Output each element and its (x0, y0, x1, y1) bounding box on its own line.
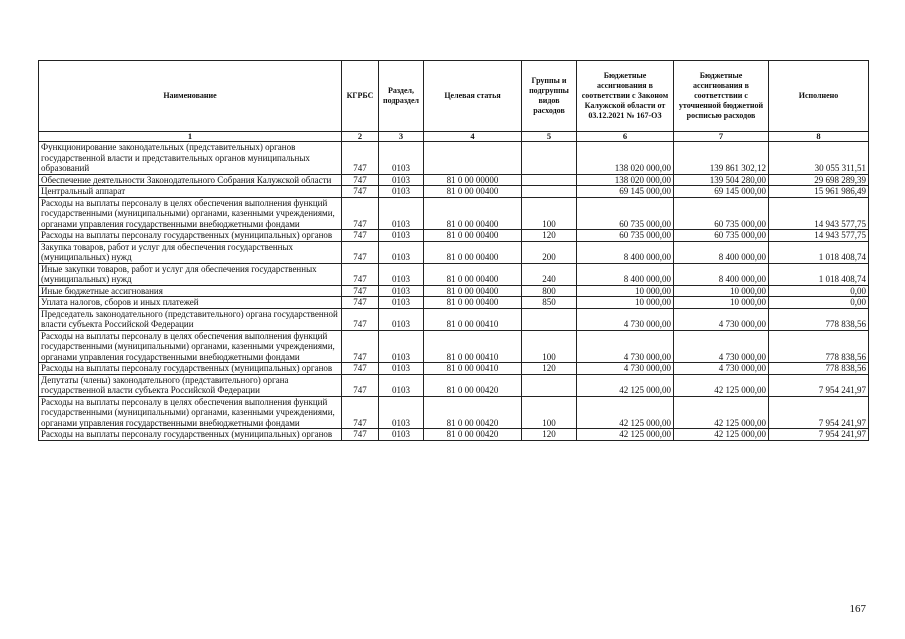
page-number: 167 (849, 603, 866, 615)
row-kgrbs-cell: 747 (342, 396, 379, 429)
row-budget-law-cell: 69 145 000,00 (577, 186, 674, 198)
row-budget-revised-cell: 10 000,00 (674, 285, 769, 297)
row-budget-revised-cell: 42 125 000,00 (674, 429, 769, 441)
row-budget-revised-cell: 8 400 000,00 (674, 241, 769, 263)
row-group-cell: 200 (522, 241, 577, 263)
row-group-cell (522, 308, 577, 330)
table-row (39, 374, 869, 396)
column-number: 6 (577, 132, 674, 142)
row-section-cell: 0103 (379, 330, 424, 363)
row-name-cell: Обеспечение деятельности Законодательного Собрания Калужской области (39, 174, 342, 186)
column-number: 8 (769, 132, 869, 142)
row-section-cell: 0103 (379, 230, 424, 242)
row-budget-revised-cell: 4 730 000,00 (674, 308, 769, 330)
row-kgrbs-cell: 747 (342, 241, 379, 263)
budget-table (38, 60, 869, 441)
row-executed-cell: 7 954 241,97 (769, 396, 869, 429)
row-budget-law-cell: 8 400 000,00 (577, 263, 674, 285)
row-budget-law-cell: 4 730 000,00 (577, 308, 674, 330)
row-kgrbs-cell: 747 (342, 374, 379, 396)
row-name-cell: Расходы на выплаты персоналу государственных (муниципальных) органов (39, 429, 342, 441)
row-section-cell: 0103 (379, 174, 424, 186)
row-budget-law-cell: 4 730 000,00 (577, 330, 674, 363)
row-section-cell: 0103 (379, 429, 424, 441)
row-executed-cell: 0,00 (769, 297, 869, 309)
row-group-cell: 120 (522, 230, 577, 242)
row-section-cell: 0103 (379, 263, 424, 285)
row-budget-law-cell: 60 735 000,00 (577, 230, 674, 242)
row-section-cell: 0103 (379, 374, 424, 396)
row-section-cell: 0103 (379, 396, 424, 429)
table-row (39, 330, 869, 363)
row-budget-law-cell: 10 000,00 (577, 297, 674, 309)
row-executed-cell: 30 055 311,51 (769, 142, 869, 175)
column-number: 5 (522, 132, 577, 142)
row-group-cell (522, 374, 577, 396)
column-number-row (39, 132, 869, 142)
row-name-cell: Иные закупки товаров, работ и услуг для обеспечения государственных (муниципальных) нужд (39, 263, 342, 285)
table-row (39, 174, 869, 186)
row-executed-cell: 14 943 577,75 (769, 230, 869, 242)
row-group-cell: 850 (522, 297, 577, 309)
row-budget-revised-cell: 4 730 000,00 (674, 330, 769, 363)
row-name-cell: Функционирование законодательных (представительных) органов государственной власти и представительных органов муниципальных образований (39, 142, 342, 175)
row-name-cell: Центральный аппарат (39, 186, 342, 198)
row-executed-cell: 7 954 241,97 (769, 429, 869, 441)
row-budget-law-cell: 42 125 000,00 (577, 429, 674, 441)
row-target-cell: 81 0 00 00410 (424, 330, 522, 363)
row-budget-revised-cell: 60 735 000,00 (674, 197, 769, 230)
row-executed-cell: 778 838,56 (769, 363, 869, 375)
row-executed-cell: 14 943 577,75 (769, 197, 869, 230)
table-row (39, 363, 869, 375)
column-number: 1 (39, 132, 342, 142)
row-budget-law-cell: 42 125 000,00 (577, 396, 674, 429)
row-target-cell: 81 0 00 00420 (424, 374, 522, 396)
row-budget-revised-cell: 42 125 000,00 (674, 396, 769, 429)
row-budget-revised-cell: 10 000,00 (674, 297, 769, 309)
row-budget-law-cell: 42 125 000,00 (577, 374, 674, 396)
row-name-cell: Закупка товаров, работ и услуг для обеспечения государственных (муниципальных) нужд (39, 241, 342, 263)
header-budget-revised: Бюджетные ассигнования в соответствии с уточненной бюджетной росписью расходов (674, 61, 769, 132)
row-executed-cell: 1 018 408,74 (769, 263, 869, 285)
row-executed-cell: 29 698 289,39 (769, 174, 869, 186)
row-group-cell (522, 186, 577, 198)
row-group-cell: 100 (522, 330, 577, 363)
row-kgrbs-cell: 747 (342, 174, 379, 186)
table-row (39, 186, 869, 198)
header-budget-law: Бюджетные ассигнования в соответствии с Законом Калужской области от 03.12.2021 № 167-ОЗ (577, 61, 674, 132)
row-target-cell: 81 0 00 00000 (424, 174, 522, 186)
row-name-cell: Уплата налогов, сборов и иных платежей (39, 297, 342, 309)
table-row (39, 142, 869, 175)
row-name-cell: Расходы на выплаты персоналу в целях обеспечения выполнения функций государственными (муниципальными) органами, казенными учреждениями, органами управления государственными внебюджетными фондами (39, 330, 342, 363)
row-target-cell: 81 0 00 00410 (424, 363, 522, 375)
row-group-cell: 240 (522, 263, 577, 285)
row-budget-revised-cell: 8 400 000,00 (674, 263, 769, 285)
table-row (39, 263, 869, 285)
header-group: Группы и подгруппы видов расходов (522, 61, 577, 132)
row-section-cell: 0103 (379, 297, 424, 309)
column-number: 4 (424, 132, 522, 142)
row-executed-cell: 7 954 241,97 (769, 374, 869, 396)
row-budget-law-cell: 4 730 000,00 (577, 363, 674, 375)
column-number: 2 (342, 132, 379, 142)
table-row (39, 197, 869, 230)
row-target-cell: 81 0 00 00420 (424, 429, 522, 441)
table-row (39, 308, 869, 330)
row-section-cell: 0103 (379, 241, 424, 263)
row-target-cell: 81 0 00 00400 (424, 241, 522, 263)
row-kgrbs-cell: 747 (342, 330, 379, 363)
row-budget-revised-cell: 139 504 280,00 (674, 174, 769, 186)
row-section-cell: 0103 (379, 308, 424, 330)
table-row (39, 297, 869, 309)
document-page (38, 60, 868, 441)
row-name-cell: Расходы на выплаты персоналу в целях обеспечения выполнения функций государственными (муниципальными) органами, казенными учреждениями, органами управления государственными внебюджетными фондами (39, 396, 342, 429)
row-section-cell: 0103 (379, 285, 424, 297)
row-budget-law-cell: 10 000,00 (577, 285, 674, 297)
row-target-cell: 81 0 00 00400 (424, 186, 522, 198)
table-row (39, 241, 869, 263)
table-row (39, 230, 869, 242)
row-group-cell (522, 142, 577, 175)
header-name: Наименование (39, 61, 342, 132)
row-section-cell: 0103 (379, 363, 424, 375)
row-budget-law-cell: 138 020 000,00 (577, 142, 674, 175)
row-name-cell: Иные бюджетные ассигнования (39, 285, 342, 297)
row-group-cell (522, 174, 577, 186)
column-number: 7 (674, 132, 769, 142)
row-group-cell: 100 (522, 396, 577, 429)
row-kgrbs-cell: 747 (342, 363, 379, 375)
row-kgrbs-cell: 747 (342, 429, 379, 441)
row-group-cell: 100 (522, 197, 577, 230)
row-section-cell: 0103 (379, 186, 424, 198)
row-name-cell: Расходы на выплаты персоналу в целях обеспечения выполнения функций государственными (муниципальными) органами, казенными учреждениями, органами управления государственными внебюджетными фондами (39, 197, 342, 230)
row-budget-revised-cell: 4 730 000,00 (674, 363, 769, 375)
row-executed-cell: 1 018 408,74 (769, 241, 869, 263)
row-executed-cell: 15 961 986,49 (769, 186, 869, 198)
row-name-cell: Председатель законодательного (представительного) органа государственной власти субъекта Российской Федерации (39, 308, 342, 330)
row-budget-law-cell: 8 400 000,00 (577, 241, 674, 263)
row-target-cell: 81 0 00 00400 (424, 263, 522, 285)
row-kgrbs-cell: 747 (342, 230, 379, 242)
row-target-cell: 81 0 00 00400 (424, 285, 522, 297)
row-target-cell (424, 142, 522, 175)
row-kgrbs-cell: 747 (342, 285, 379, 297)
row-budget-revised-cell: 69 145 000,00 (674, 186, 769, 198)
row-budget-revised-cell: 60 735 000,00 (674, 230, 769, 242)
column-number: 3 (379, 132, 424, 142)
row-group-cell: 800 (522, 285, 577, 297)
table-header-row (39, 61, 869, 132)
row-budget-revised-cell: 139 861 302,12 (674, 142, 769, 175)
row-target-cell: 81 0 00 00400 (424, 197, 522, 230)
row-kgrbs-cell: 747 (342, 197, 379, 230)
row-budget-law-cell: 60 735 000,00 (577, 197, 674, 230)
row-section-cell: 0103 (379, 197, 424, 230)
row-section-cell: 0103 (379, 142, 424, 175)
table-row (39, 429, 869, 441)
row-kgrbs-cell: 747 (342, 142, 379, 175)
row-name-cell: Расходы на выплаты персоналу государственных (муниципальных) органов (39, 363, 342, 375)
row-budget-revised-cell: 42 125 000,00 (674, 374, 769, 396)
row-target-cell: 81 0 00 00410 (424, 308, 522, 330)
row-target-cell: 81 0 00 00420 (424, 396, 522, 429)
row-executed-cell: 0,00 (769, 285, 869, 297)
row-name-cell: Депутаты (члены) законодательного (представительного) органа государственной власти субъекта Российской Федерации (39, 374, 342, 396)
row-executed-cell: 778 838,56 (769, 330, 869, 363)
header-executed: Исполнено (769, 61, 869, 132)
row-target-cell: 81 0 00 00400 (424, 230, 522, 242)
row-executed-cell: 778 838,56 (769, 308, 869, 330)
row-name-cell: Расходы на выплаты персоналу государственных (муниципальных) органов (39, 230, 342, 242)
table-row (39, 396, 869, 429)
header-target: Целевая статья (424, 61, 522, 132)
row-kgrbs-cell: 747 (342, 297, 379, 309)
row-kgrbs-cell: 747 (342, 263, 379, 285)
row-group-cell: 120 (522, 429, 577, 441)
header-kgrbs: КГРБС (342, 61, 379, 132)
header-section: Раздел, подраздел (379, 61, 424, 132)
row-budget-law-cell: 138 020 000,00 (577, 174, 674, 186)
row-kgrbs-cell: 747 (342, 186, 379, 198)
row-group-cell: 120 (522, 363, 577, 375)
table-row (39, 285, 869, 297)
row-kgrbs-cell: 747 (342, 308, 379, 330)
row-target-cell: 81 0 00 00400 (424, 297, 522, 309)
